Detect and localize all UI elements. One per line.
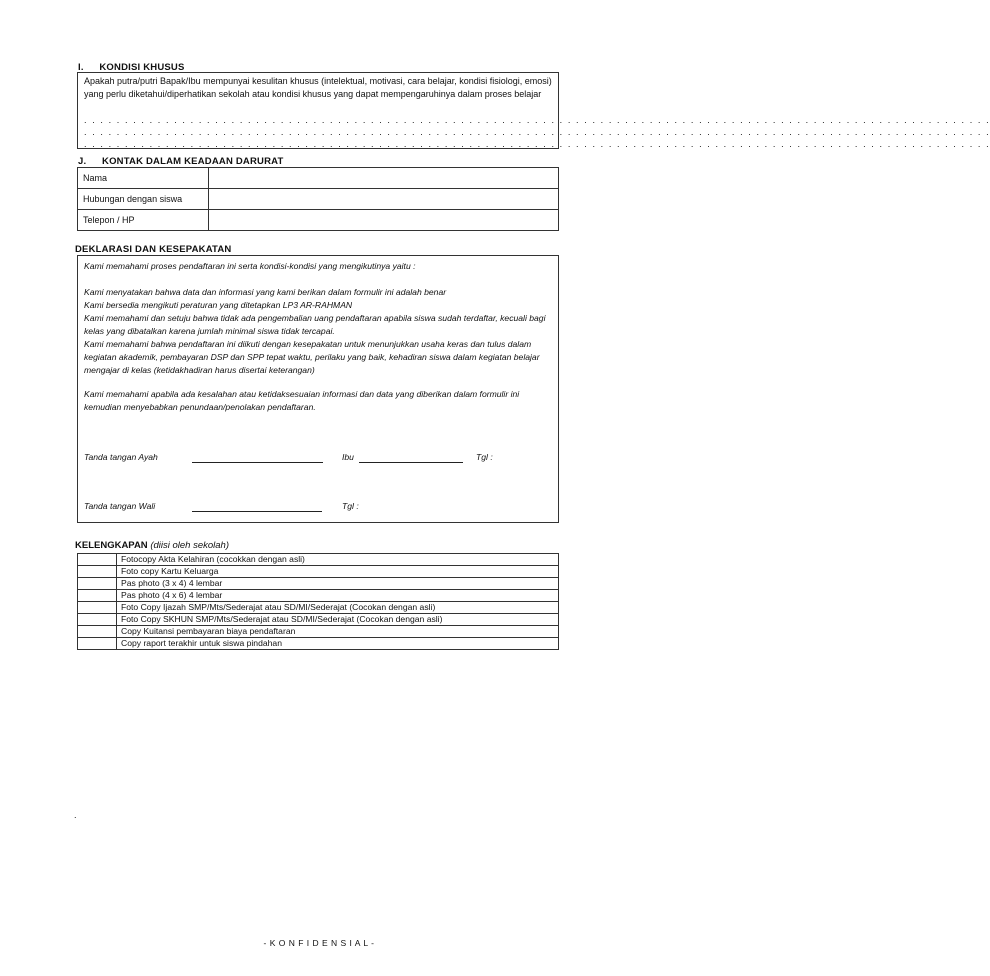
- section-j-heading: [78, 156, 284, 167]
- emergency-value-telepon[interactable]: [209, 210, 559, 231]
- kelengkapan-check-7[interactable]: [78, 626, 117, 638]
- table-row: [78, 210, 559, 231]
- emergency-label-telepon: Telepon / HP: [78, 210, 209, 231]
- kelengkapan-subtitle: (diisi oleh sekolah): [150, 540, 229, 551]
- emergency-value-hubungan[interactable]: [209, 189, 559, 210]
- section-i-answer-line-3[interactable]: . . . . . . . . . . . . . . . . . . . . . . . . . . . . . . . . . . . . . . . . . . . . . . . . . . . . . . . . . . . . . . . . . . . . . . . . . . . . . . . . . . . . . . . . . . . . . . . . . . . . . . . . . . . . . . .: [84, 139, 990, 149]
- section-j-title: KONTAK DALAM KEADAAN DARURAT: [102, 156, 284, 167]
- kelengkapan-table: [77, 553, 559, 650]
- table-row: [78, 614, 559, 626]
- table-row: [78, 554, 559, 566]
- signature-ibu-label: Ibu: [342, 452, 354, 462]
- kelengkapan-item-5: Foto Copy Ijazah SMP/Mts/Sederajat atau SD/MI/Sederajat (Cocokan dengan asli): [117, 602, 559, 614]
- kelengkapan-check-6[interactable]: [78, 614, 117, 626]
- emergency-label-hubungan: Hubungan dengan siswa: [78, 189, 209, 210]
- kelengkapan-check-8[interactable]: [78, 638, 117, 650]
- emergency-contact-table: [77, 167, 559, 231]
- declaration-line-4: Kami memahami bahwa pendaftaran ini diikuti dengan kesepakatan untuk menunjukkan usaha keras dan tulus dalam kegiatan akademik, pembayaran DSP dan SPP tepat waktu, perilaku yang baik, kehadiran siswa dalam kegiatan belajar mengajar di kelas (ketidakhadiran harus disertai keterangan): [84, 339, 540, 375]
- signature-ibu-line[interactable]: [359, 452, 463, 463]
- tgl-label-2: Tgl :: [342, 501, 359, 511]
- signature-wali-line[interactable]: [192, 501, 322, 512]
- table-row: [78, 578, 559, 590]
- stray-mark: .: [74, 810, 77, 820]
- kelengkapan-check-4[interactable]: [78, 590, 117, 602]
- kelengkapan-item-4: Pas photo (4 x 6) 4 lembar: [117, 590, 559, 602]
- section-i-box: [77, 72, 990, 149]
- signature-ayah-line[interactable]: [192, 452, 323, 463]
- emergency-value-nama[interactable]: [209, 168, 559, 189]
- section-i-number: I.: [78, 62, 84, 73]
- section-j-number: J.: [78, 156, 87, 167]
- table-row: [78, 626, 559, 638]
- section-i-question: Apakah putra/putri Bapak/Ibu mempunyai kesulitan khusus (intelektual, motivasi, cara belajar, kondisi fisiologi, emosi) yang perlu diketahui/diperhatikan sekolah atau kondisi khusus yang dapat mempengaruhinya dalam proses belajar: [84, 76, 552, 99]
- declaration-title: DEKLARASI DAN KESEPAKATAN: [75, 244, 232, 255]
- section-i-title: KONDISI KHUSUS: [99, 62, 185, 73]
- footer-confidential: - K O N F I D E N S I A L -: [263, 938, 375, 948]
- section-i-answer-line-1[interactable]: . . . . . . . . . . . . . . . . . . . . . . . . . . . . . . . . . . . . . . . . . . . . . . . . . . . . . . . . . . . . . . . . . . . . . . . . . . . . . . . . . . . . . . . . . . . . . . . . . . . . . . . . . . . . . . .: [84, 115, 990, 125]
- emergency-label-nama: Nama: [78, 168, 209, 189]
- kelengkapan-item-6: Foto Copy SKHUN SMP/Mts/Sederajat atau SD/MI/Sederajat (Cocokan dengan asli): [117, 614, 559, 626]
- kelengkapan-check-3[interactable]: [78, 578, 117, 590]
- kelengkapan-item-2: Foto copy Kartu Keluarga: [117, 566, 559, 578]
- kelengkapan-check-1[interactable]: [78, 554, 117, 566]
- kelengkapan-title: KELENGKAPAN: [75, 540, 148, 551]
- table-row: [78, 638, 559, 650]
- kelengkapan-check-5[interactable]: [78, 602, 117, 614]
- table-row: [78, 168, 559, 189]
- table-row: [78, 189, 559, 210]
- signature-wali-label: Tanda tangan Wali: [84, 501, 156, 511]
- declaration-line-2: Kami bersedia mengikuti peraturan yang ditetapkan LP3 AR-RAHMAN: [84, 300, 353, 310]
- declaration-intro: Kami memahami proses pendaftaran ini serta kondisi-kondisi yang mengikutinya yaitu :: [84, 261, 416, 271]
- declaration-box: [77, 255, 559, 523]
- kelengkapan-item-3: Pas photo (3 x 4) 4 lembar: [117, 578, 559, 590]
- tgl-label-1: Tgl :: [476, 452, 493, 462]
- table-row: [78, 602, 559, 614]
- kelengkapan-item-1: Fotocopy Akta Kelahiran (cocokkan dengan asli): [117, 554, 559, 566]
- declaration-line-1: Kami menyatakan bahwa data dan informasi yang kami berikan dalam formulir ini adalah benar: [84, 287, 447, 297]
- kelengkapan-item-7: Copy Kuitansi pembayaran biaya pendaftaran: [117, 626, 559, 638]
- kelengkapan-item-8: Copy raport terakhir untuk siswa pindahan: [117, 638, 559, 650]
- signature-ayah-label: Tanda tangan Ayah: [84, 452, 158, 462]
- table-row: [78, 566, 559, 578]
- kelengkapan-heading: [75, 540, 229, 551]
- declaration-line-3: Kami memahami dan setuju bahwa tidak ada pengembalian uang pendaftaran apabila siswa sudah terdaftar, kecuali bagi kelas yang dibatalkan karena jumlah minimal siswa tidak tercapai.: [84, 313, 546, 336]
- declaration-closing: Kami memahami apabila ada kesalahan atau ketidaksesuaian informasi dan data yang diberikan dalam formulir ini kemudian menyebabkan penundaan/penolakan pendaftaran.: [84, 389, 520, 412]
- section-i-answer-line-2[interactable]: . . . . . . . . . . . . . . . . . . . . . . . . . . . . . . . . . . . . . . . . . . . . . . . . . . . . . . . . . . . . . . . . . . . . . . . . . . . . . . . . . . . . . . . . . . . . . . . . . . . . . . . . . . . . . . .: [84, 127, 990, 137]
- kelengkapan-check-2[interactable]: [78, 566, 117, 578]
- table-row: [78, 590, 559, 602]
